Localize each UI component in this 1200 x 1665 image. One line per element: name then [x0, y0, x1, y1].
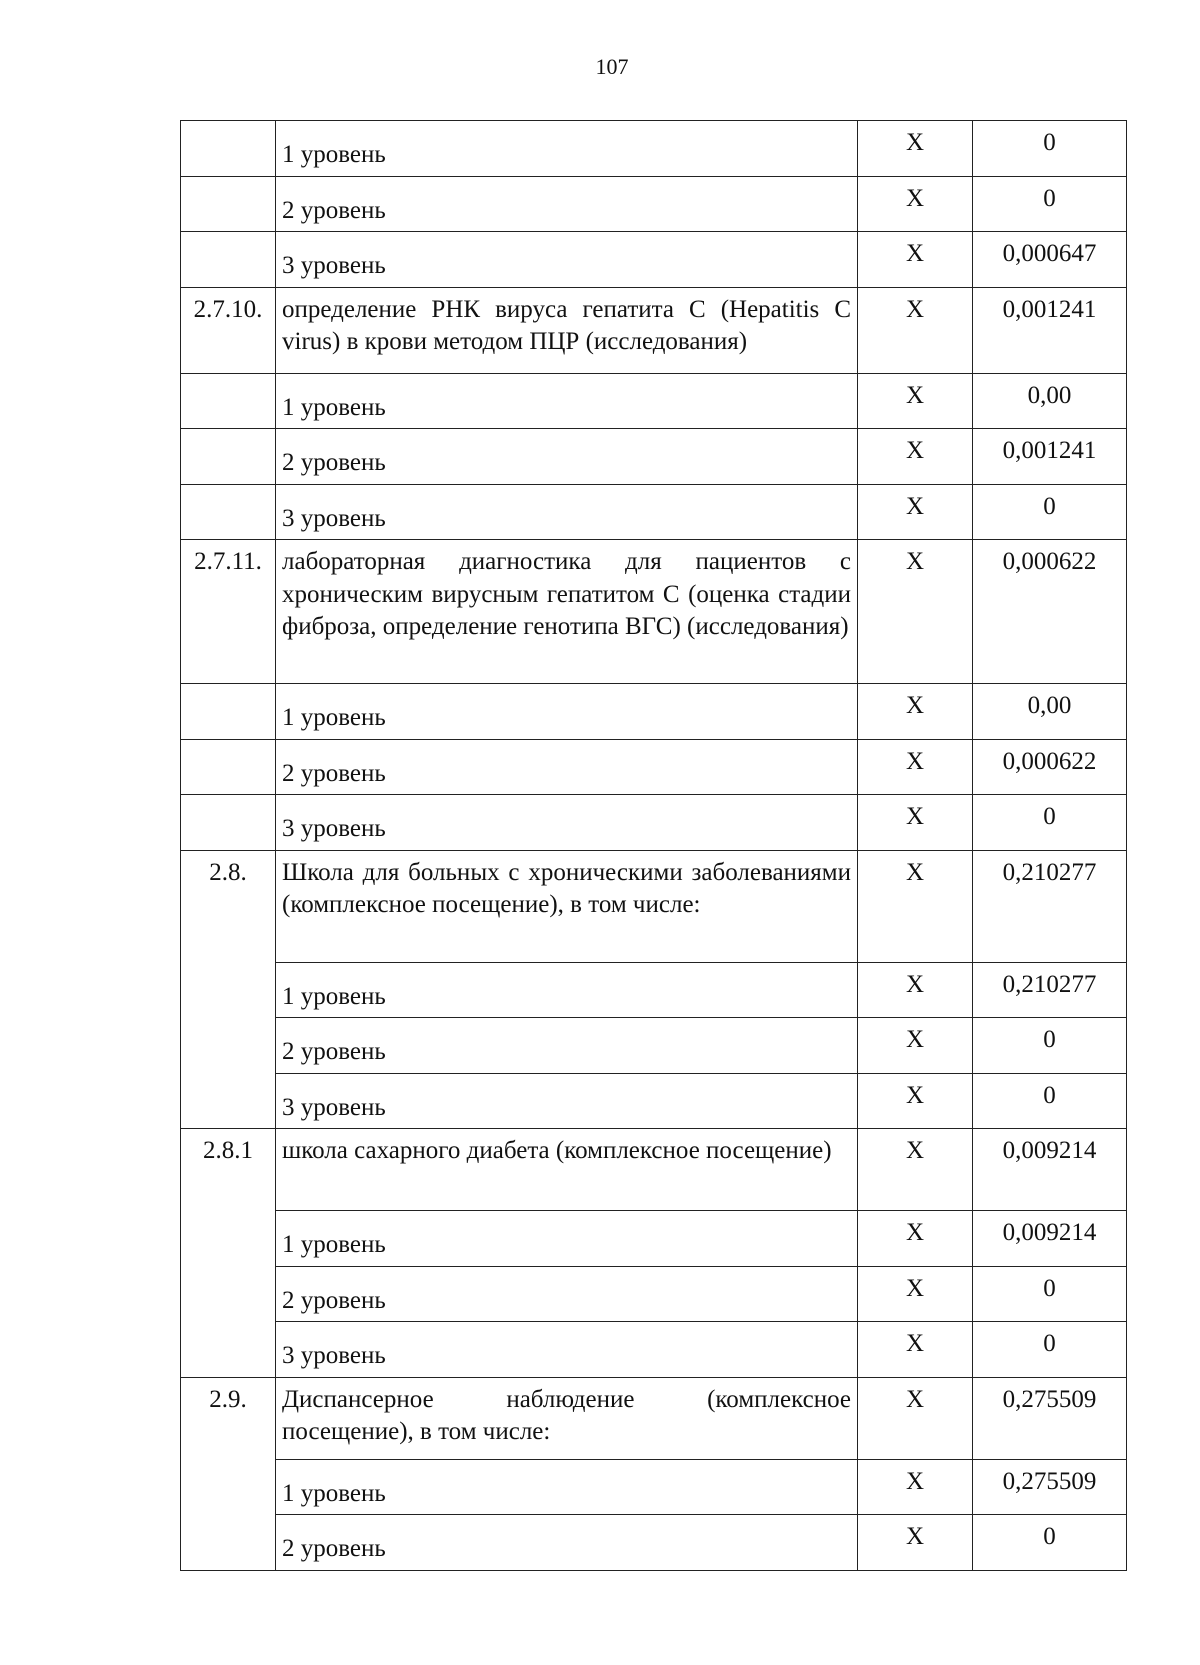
x-mark-cell: X	[858, 121, 973, 177]
page-number: 107	[595, 54, 629, 79]
level-label-cell: 1 уровень	[276, 684, 858, 740]
value-cell: 0,000622	[973, 540, 1127, 684]
table-row	[181, 1515, 1127, 1571]
table-row	[181, 232, 1127, 288]
level-label-cell: 3 уровень	[276, 795, 858, 851]
x-mark-cell: X	[858, 232, 973, 288]
value-cell: 0,001241	[973, 287, 1127, 373]
x-mark-cell: X	[858, 429, 973, 485]
x-mark-cell: X	[858, 739, 973, 795]
x-mark-cell: X	[858, 1459, 973, 1515]
x-mark-cell: X	[858, 287, 973, 373]
value-cell: 0,009214	[973, 1211, 1127, 1267]
table-row	[181, 850, 1127, 962]
row-number-cell: 2.7.11.	[181, 540, 276, 684]
x-mark-cell: X	[858, 1322, 973, 1378]
table-row	[181, 373, 1127, 429]
x-mark-cell: X	[858, 795, 973, 851]
table-row	[181, 287, 1127, 373]
service-name-cell: определение РНК вируса гепатита С (Hepatitis C virus) в крови методом ПЦР (исследования)	[276, 287, 858, 373]
table-row	[181, 540, 1127, 684]
level-label-cell: 2 уровень	[276, 429, 858, 485]
service-name-cell: Школа для больных с хроническими заболеваниями (комплексное посещение), в том числе:	[276, 850, 858, 962]
table-row	[181, 795, 1127, 851]
level-label-cell: 1 уровень	[276, 121, 858, 177]
table-row	[181, 1459, 1127, 1515]
row-number-cell: 2.7.10.	[181, 287, 276, 373]
row-number-cell	[181, 121, 276, 177]
row-number-cell	[181, 684, 276, 740]
x-mark-cell: X	[858, 1129, 973, 1211]
value-cell: 0,001241	[973, 429, 1127, 485]
x-mark-cell: X	[858, 1073, 973, 1129]
table-row	[181, 121, 1127, 177]
x-mark-cell: X	[858, 1377, 973, 1459]
level-label-cell: 3 уровень	[276, 1322, 858, 1378]
x-mark-cell: X	[858, 484, 973, 540]
level-label-cell: 2 уровень	[276, 176, 858, 232]
table-row	[181, 1377, 1127, 1459]
tariff-table	[180, 120, 1127, 1571]
level-label-cell: 3 уровень	[276, 484, 858, 540]
level-label-cell: 2 уровень	[276, 739, 858, 795]
level-label-cell: 1 уровень	[276, 1211, 858, 1267]
value-cell: 0	[973, 484, 1127, 540]
x-mark-cell: X	[858, 850, 973, 962]
service-name-cell: лабораторная диагностика для пациентов с хроническим вирусным гепатитом С (оценка стадии фиброза, определение генотипа ВГС) (исследования)	[276, 540, 858, 684]
value-cell: 0,00	[973, 373, 1127, 429]
value-cell: 0,009214	[973, 1129, 1127, 1211]
value-cell: 0,275509	[973, 1377, 1127, 1459]
row-number-cell: 2.8.1	[181, 1129, 276, 1378]
level-label-cell: 2 уровень	[276, 1266, 858, 1322]
table-row	[181, 684, 1127, 740]
row-number-cell	[181, 373, 276, 429]
x-mark-cell: X	[858, 1018, 973, 1074]
level-label-cell: 1 уровень	[276, 1459, 858, 1515]
value-cell: 0,210277	[973, 850, 1127, 962]
x-mark-cell: X	[858, 373, 973, 429]
table-row	[181, 429, 1127, 485]
value-cell: 0	[973, 1515, 1127, 1571]
level-label-cell: 3 уровень	[276, 1073, 858, 1129]
row-number-cell: 2.9.	[181, 1377, 276, 1570]
x-mark-cell: X	[858, 1211, 973, 1267]
x-mark-cell: X	[858, 962, 973, 1018]
table-row	[181, 1322, 1127, 1378]
table-row	[181, 176, 1127, 232]
table-row	[181, 962, 1127, 1018]
row-number-cell	[181, 176, 276, 232]
level-label-cell: 1 уровень	[276, 962, 858, 1018]
level-label-cell: 2 уровень	[276, 1018, 858, 1074]
row-number-cell	[181, 739, 276, 795]
row-number-cell	[181, 484, 276, 540]
service-name-cell: школа сахарного диабета (комплексное посещение)	[276, 1129, 858, 1211]
table-row	[181, 1018, 1127, 1074]
service-name-cell: Диспансерное наблюдение (комплексное посещение), в том числе:	[276, 1377, 858, 1459]
row-number-cell	[181, 429, 276, 485]
table-body	[181, 121, 1127, 1571]
value-cell: 0	[973, 1322, 1127, 1378]
table-row	[181, 484, 1127, 540]
value-cell: 0	[973, 176, 1127, 232]
value-cell: 0	[973, 1073, 1127, 1129]
level-label-cell: 1 уровень	[276, 373, 858, 429]
value-cell: 0	[973, 795, 1127, 851]
value-cell: 0,00	[973, 684, 1127, 740]
value-cell: 0,000647	[973, 232, 1127, 288]
x-mark-cell: X	[858, 540, 973, 684]
value-cell: 0,275509	[973, 1459, 1127, 1515]
table-row	[181, 739, 1127, 795]
value-cell: 0	[973, 1018, 1127, 1074]
value-cell: 0,210277	[973, 962, 1127, 1018]
value-cell: 0,000622	[973, 739, 1127, 795]
value-cell: 0	[973, 1266, 1127, 1322]
table-row	[181, 1211, 1127, 1267]
row-number-cell	[181, 795, 276, 851]
x-mark-cell: X	[858, 1515, 973, 1571]
x-mark-cell: X	[858, 176, 973, 232]
table-row	[181, 1266, 1127, 1322]
row-number-cell	[181, 232, 276, 288]
level-label-cell: 2 уровень	[276, 1515, 858, 1571]
row-number-cell: 2.8.	[181, 850, 276, 1129]
x-mark-cell: X	[858, 1266, 973, 1322]
x-mark-cell: X	[858, 684, 973, 740]
table-row	[181, 1073, 1127, 1129]
value-cell: 0	[973, 121, 1127, 177]
level-label-cell: 3 уровень	[276, 232, 858, 288]
table-row	[181, 1129, 1127, 1211]
